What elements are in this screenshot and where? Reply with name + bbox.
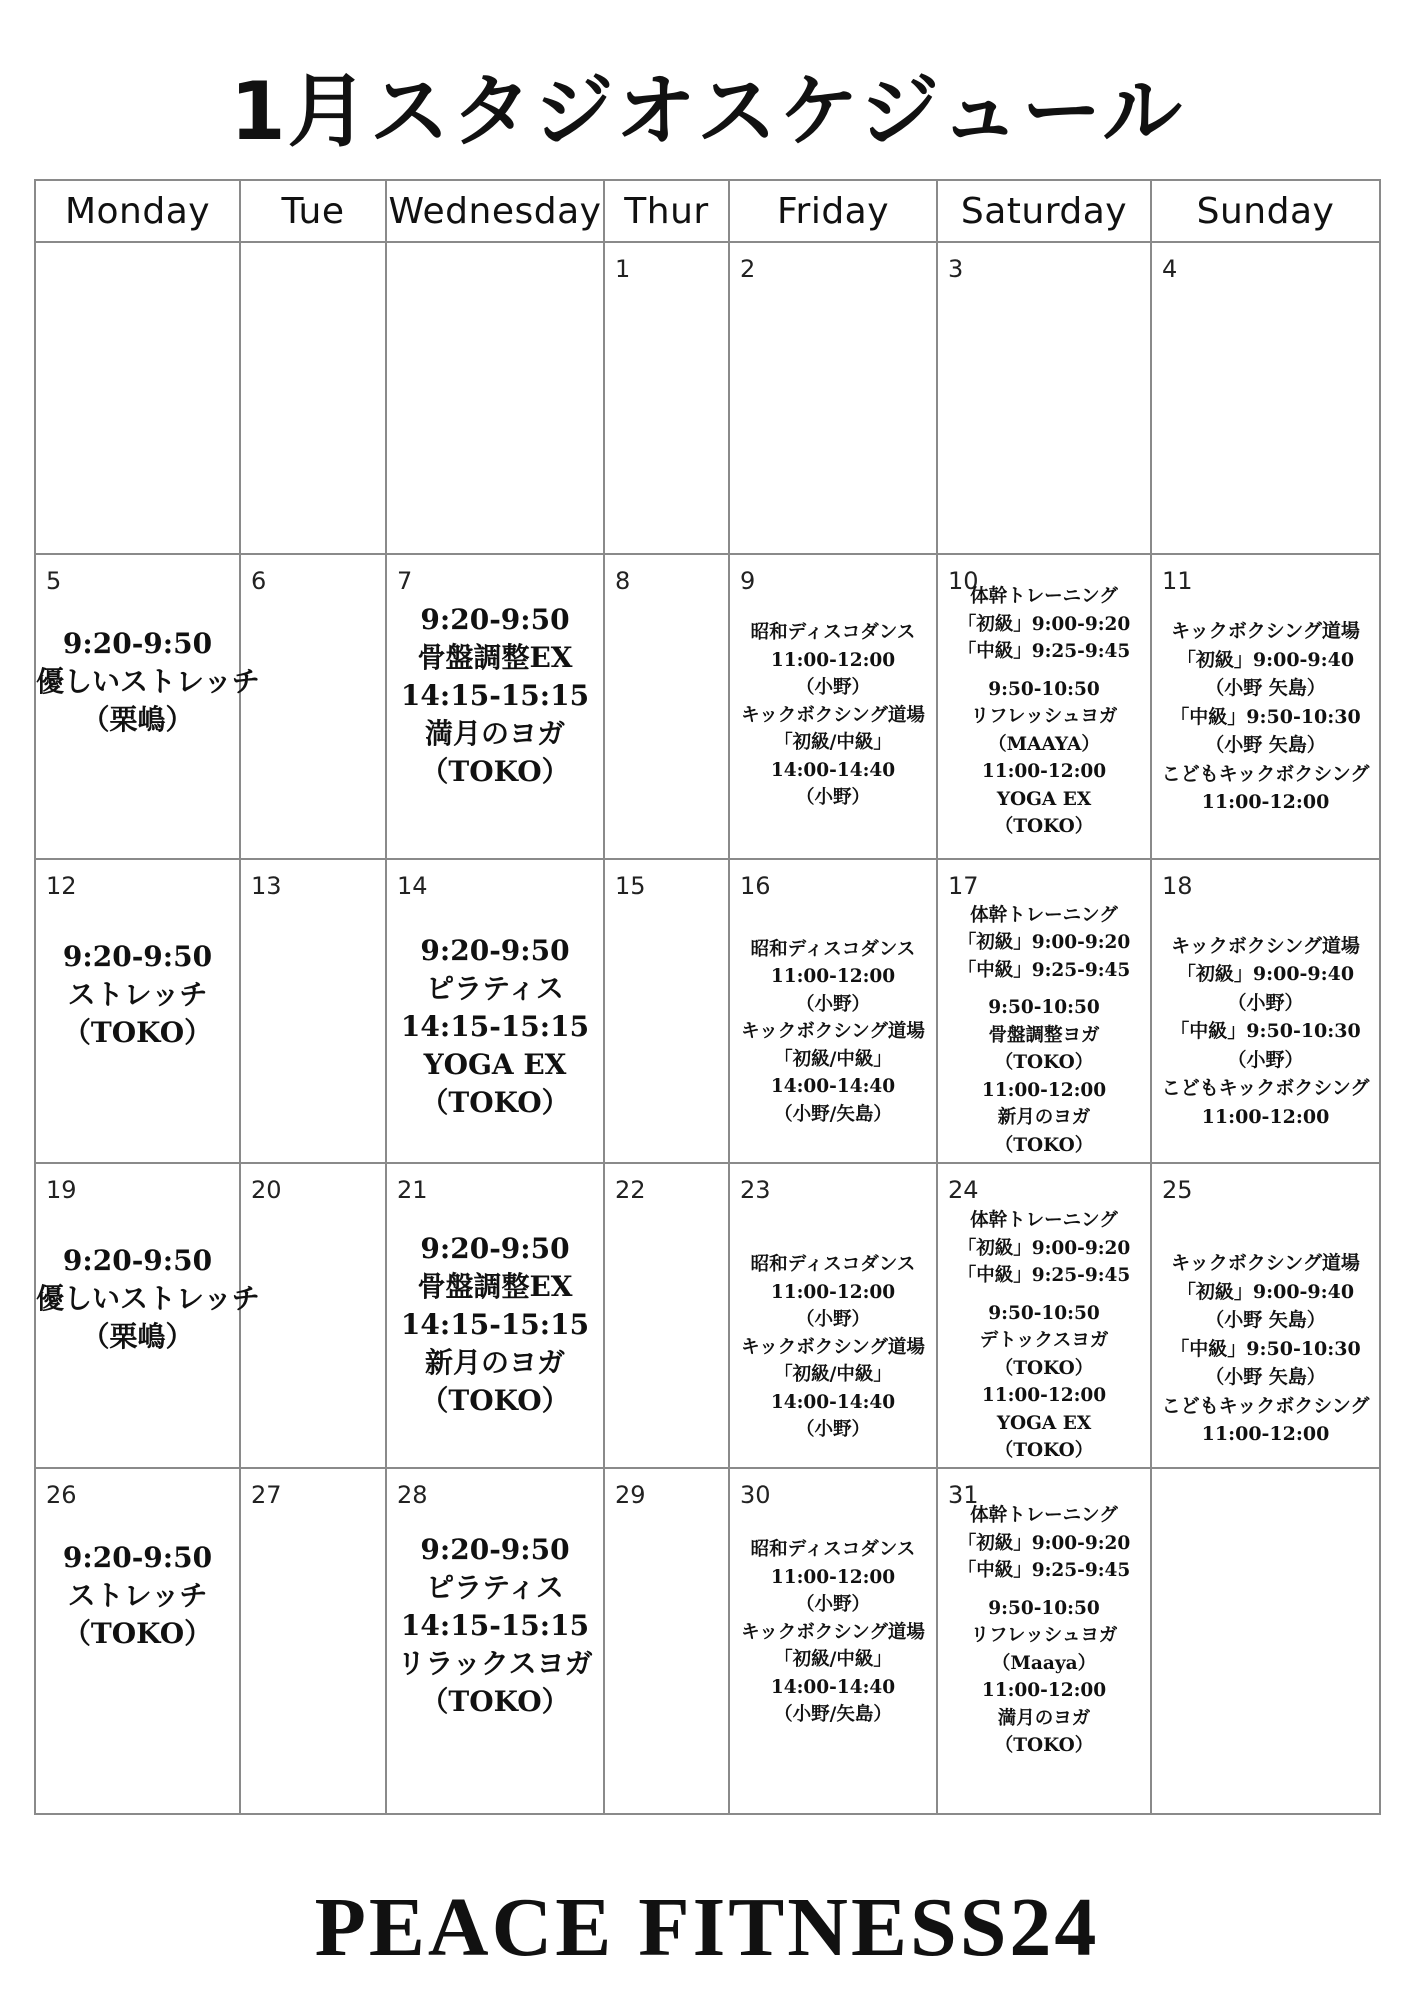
day-cell [35, 242, 240, 554]
class-line: 11:00-12:00 [981, 1079, 1107, 1101]
class-line: 11:00-12:00 [981, 1680, 1107, 1702]
day-number: 20 [251, 1176, 282, 1205]
class-schedule [36, 625, 260, 739]
gym-name-footer: PEACE FITNESS24 [314, 1881, 1100, 1974]
class-line: （TOKO） [994, 1440, 1094, 1462]
class-line: （小野） [795, 787, 870, 809]
class-schedule [387, 932, 603, 1122]
day-number: 21 [397, 1176, 428, 1205]
day-number: 4 [1162, 255, 1178, 283]
class-line: YOGA EX [996, 788, 1092, 810]
class-line: 「初級」9:00-9:20 [957, 613, 1131, 635]
day-cell [729, 554, 937, 859]
day-cell [240, 554, 386, 859]
class-line: （栗嶋） [81, 703, 194, 737]
class-line: 満月のヨガ [424, 717, 565, 751]
class-line: こどもキックボクシング [1161, 1077, 1370, 1100]
weekday-header: Sunday [1151, 180, 1380, 242]
class-line: 9:50-10:50 [988, 678, 1100, 700]
day-cell [386, 1468, 604, 1814]
day-number: 23 [740, 1176, 771, 1205]
class-line: 14:15-15:15 [400, 1609, 590, 1643]
class-line: （小野） [1227, 991, 1304, 1014]
day-cell [937, 242, 1151, 554]
day-number: 30 [740, 1481, 771, 1510]
day-cell [386, 242, 604, 554]
day-number: 7 [397, 567, 413, 596]
day-number: 8 [615, 567, 631, 596]
class-line: （MAAYA） [988, 733, 1100, 755]
day-cell [1151, 242, 1380, 554]
page-title: 1月スタジオスケジュール [229, 65, 1185, 158]
class-line: こどもキックボクシング [1161, 762, 1370, 785]
day-number: 12 [46, 871, 77, 900]
day-cell [604, 554, 729, 859]
day-cell [937, 859, 1151, 1164]
class-line: 11:00-12:00 [981, 761, 1107, 783]
class-schedule [730, 1536, 936, 1729]
week-row [35, 242, 1380, 554]
class-schedule [938, 1502, 1150, 1760]
day-cell [729, 1468, 937, 1814]
class-line: 体幹トレーニング [970, 1505, 1118, 1527]
class-line: 体幹トレーニング [970, 1210, 1118, 1232]
day-number: 15 [615, 871, 646, 900]
class-line: ストレッチ [67, 1579, 208, 1613]
class-line: （小野 矢島） [1205, 677, 1326, 700]
week-row [35, 1163, 1380, 1468]
day-number: 3 [948, 255, 964, 283]
class-line: 優しいストレッチ [36, 665, 260, 699]
class-line: （小野/矢島） [774, 1103, 892, 1125]
class-line: （小野） [795, 677, 870, 699]
spacer [938, 1290, 1150, 1300]
day-number: 6 [251, 567, 267, 596]
class-line: キックボクシング道場 [1171, 620, 1360, 643]
class-line: 「初級/中級」 [774, 732, 892, 754]
class-schedule [387, 1531, 603, 1721]
class-line: リフレッシュヨガ [970, 706, 1118, 728]
class-line: （TOKO） [994, 1735, 1094, 1757]
class-line: 14:00-14:40 [770, 1076, 896, 1098]
day-cell [35, 554, 260, 859]
day-cell [937, 554, 1151, 859]
class-line: 9:20-9:50 [62, 627, 213, 661]
class-line: ピラティス [426, 971, 564, 1005]
class-line: （TOKO） [994, 1052, 1094, 1074]
class-line: （小野） [795, 993, 870, 1015]
class-line: 昭和ディスコダンス [750, 622, 916, 644]
day-number: 18 [1162, 871, 1193, 900]
weekday-header-row [35, 180, 1380, 242]
class-schedule [938, 583, 1150, 841]
weekday-header: Wednesday [386, 180, 604, 242]
spacer [938, 666, 1150, 676]
class-line: 骨盤調整EX [417, 1270, 573, 1304]
day-number: 27 [251, 1481, 282, 1510]
class-line: （TOKO） [994, 1134, 1094, 1156]
class-line: （小野 矢島） [1205, 1309, 1326, 1332]
class-line: 11:00-12:00 [770, 1281, 896, 1303]
day-cell [240, 859, 386, 1164]
class-line: 「初級」9:00-9:40 [1176, 963, 1355, 986]
class-line: キックボクシング道場 [741, 1021, 925, 1043]
class-line: 新月のヨガ [997, 1107, 1091, 1129]
day-number: 14 [397, 871, 428, 900]
class-line: 11:00-12:00 [981, 1385, 1107, 1407]
weekday-header: Thur [604, 180, 729, 242]
day-cell [240, 242, 386, 554]
class-line: YOGA EX [996, 1412, 1092, 1434]
class-line: ストレッチ [67, 977, 208, 1011]
day-number: 19 [46, 1176, 77, 1205]
class-schedule [938, 1207, 1150, 1465]
day-number: 17 [948, 871, 979, 900]
class-line: 14:00-14:40 [770, 1391, 896, 1413]
class-line: 9:20-9:50 [420, 933, 570, 967]
class-line: （TOKO） [420, 1085, 570, 1119]
weekday-header: Tue [240, 180, 386, 242]
class-line: （小野 矢島） [1205, 734, 1326, 757]
day-cell [937, 1163, 1151, 1468]
day-cell [35, 859, 240, 1164]
day-cell [386, 859, 604, 1164]
day-cell [604, 1163, 729, 1468]
class-line: 満月のヨガ [997, 1707, 1091, 1729]
week-row [35, 1468, 1380, 1814]
day-number: 16 [740, 871, 771, 900]
day-number: 1 [615, 255, 631, 283]
class-line: 9:20-9:50 [62, 939, 213, 973]
class-line: デトックスヨガ [979, 1330, 1109, 1352]
class-line: 「中級」9:50-10:30 [1170, 1337, 1361, 1360]
class-line: 「初級」9:00-9:20 [957, 932, 1131, 954]
class-line: キックボクシング道場 [741, 1336, 925, 1358]
class-line: 11:00-12:00 [770, 649, 896, 671]
class-line: 「中級」9:25-9:45 [957, 1560, 1131, 1582]
day-cell [604, 1468, 729, 1814]
class-line: 昭和ディスコダンス [750, 1254, 916, 1276]
class-schedule [938, 902, 1150, 1160]
weekday-header: Friday [729, 180, 937, 242]
class-line: （小野 矢島） [1205, 1366, 1326, 1389]
class-line: 体幹トレーニング [970, 904, 1118, 926]
class-line: YOGA EX [423, 1047, 567, 1081]
day-number: 22 [615, 1176, 646, 1205]
day-number: 11 [1162, 567, 1193, 596]
day-number: 26 [46, 1481, 77, 1510]
day-cell [240, 1468, 386, 1814]
class-line: 9:50-10:50 [988, 1302, 1100, 1324]
class-line: 「中級」9:50-10:30 [1170, 1020, 1361, 1043]
day-cell [604, 242, 729, 554]
class-line: キックボクシング道場 [1171, 934, 1360, 957]
class-line: 「初級」9:00-9:40 [1176, 1280, 1355, 1303]
week-row [35, 859, 1380, 1164]
class-line: キックボクシング道場 [741, 1621, 925, 1643]
class-line: キックボクシング道場 [1171, 1252, 1360, 1275]
class-line: 11:00-12:00 [770, 966, 896, 988]
class-line: 「中級」9:50-10:30 [1170, 705, 1361, 728]
class-line: （TOKO） [62, 1617, 213, 1651]
class-line: 9:20-9:50 [420, 1232, 570, 1266]
class-schedule [36, 938, 239, 1052]
day-cell [729, 242, 937, 554]
class-schedule [1152, 932, 1379, 1132]
class-line: 9:50-10:50 [988, 997, 1100, 1019]
day-cell [35, 1468, 240, 1814]
day-number: 13 [251, 871, 282, 900]
class-line: 11:00-12:00 [1201, 1423, 1330, 1446]
class-line: 骨盤調整EX [417, 641, 573, 675]
class-schedule [730, 1251, 936, 1444]
class-line: （TOKO） [62, 1015, 213, 1049]
day-number: 29 [615, 1481, 646, 1510]
weekday-header: Monday [35, 180, 240, 242]
class-line: 「初級」9:00-9:20 [957, 1532, 1131, 1554]
class-line: （小野） [795, 1419, 870, 1441]
class-line: 昭和ディスコダンス [750, 1539, 916, 1561]
class-line: 優しいストレッチ [36, 1282, 260, 1316]
class-line: （小野） [1227, 1048, 1304, 1071]
class-line: 体幹トレーニング [970, 586, 1118, 608]
class-line: 11:00-12:00 [1201, 791, 1330, 814]
day-cell [729, 1163, 937, 1468]
day-number: 2 [740, 255, 756, 283]
day-number: 9 [740, 567, 756, 596]
class-line: ピラティス [426, 1571, 564, 1605]
day-number: 28 [397, 1481, 428, 1510]
day-cell [386, 1163, 604, 1468]
class-schedule [36, 1539, 239, 1653]
day-cell [729, 859, 937, 1164]
weekday-header: Saturday [937, 180, 1151, 242]
class-line: （小野/矢島） [774, 1704, 892, 1726]
class-line: リフレッシュヨガ [970, 1625, 1118, 1647]
class-line: 9:20-9:50 [420, 603, 570, 637]
spacer [938, 1585, 1150, 1595]
schedule-calendar [34, 179, 1381, 1815]
class-line: 「初級/中級」 [774, 1649, 892, 1671]
class-line: こどもキックボクシング [1161, 1394, 1370, 1417]
class-line: （小野） [795, 1594, 870, 1616]
day-cell [386, 554, 604, 859]
class-line: 「初級/中級」 [774, 1048, 892, 1070]
day-number: 25 [1162, 1176, 1193, 1205]
class-line: 新月のヨガ [424, 1346, 565, 1380]
class-line: 「初級」9:00-9:40 [1176, 648, 1355, 671]
class-line: 「中級」9:25-9:45 [957, 641, 1131, 663]
class-line: （TOKO） [420, 1685, 570, 1719]
day-cell [1151, 554, 1380, 859]
class-line: 「中級」9:25-9:45 [957, 1265, 1131, 1287]
spacer [938, 984, 1150, 994]
class-line: 11:00-12:00 [1201, 1105, 1330, 1128]
class-line: 「初級」9:00-9:20 [957, 1237, 1131, 1259]
class-line: 9:20-9:50 [62, 1541, 213, 1575]
class-line: （TOKO） [420, 1384, 570, 1418]
day-cell [35, 1163, 260, 1468]
class-line: 「初級/中級」 [774, 1364, 892, 1386]
day-cell [937, 1468, 1151, 1814]
class-line: （TOKO） [994, 816, 1094, 838]
day-number: 10 [948, 567, 979, 596]
class-line: 9:50-10:50 [988, 1597, 1100, 1619]
day-cell [240, 1163, 386, 1468]
class-line: キックボクシング道場 [741, 704, 925, 726]
day-cell [1151, 1468, 1380, 1814]
day-number: 24 [948, 1176, 979, 1205]
day-number: 31 [948, 1481, 979, 1510]
class-line: 14:15-15:15 [400, 1009, 590, 1043]
class-line: （TOKO） [420, 755, 570, 789]
class-line: （小野） [795, 1309, 870, 1331]
class-line: 14:15-15:15 [400, 679, 590, 713]
class-line: 9:20-9:50 [62, 1244, 213, 1278]
class-line: （栗嶋） [81, 1320, 194, 1354]
class-line: 14:15-15:15 [400, 1308, 590, 1342]
class-line: 9:20-9:50 [420, 1533, 570, 1567]
class-line: 「中級」9:25-9:45 [957, 959, 1131, 981]
class-line: 11:00-12:00 [770, 1566, 896, 1588]
class-line: （TOKO） [994, 1357, 1094, 1379]
day-cell [604, 859, 729, 1164]
class-line: 昭和ディスコダンス [750, 938, 916, 960]
class-schedule [1152, 617, 1379, 817]
class-line: リラックスヨガ [397, 1647, 593, 1681]
class-schedule [730, 936, 936, 1129]
class-schedule [36, 1242, 260, 1356]
class-schedule [387, 601, 603, 791]
class-line: （Maaya） [991, 1652, 1097, 1674]
class-schedule [730, 619, 936, 812]
class-schedule [387, 1230, 603, 1420]
class-schedule [1152, 1249, 1379, 1449]
class-line: 14:00-14:40 [770, 1676, 896, 1698]
day-number: 5 [46, 567, 62, 596]
class-line: 骨盤調整ヨガ [988, 1024, 1100, 1046]
class-line: 14:00-14:40 [770, 759, 896, 781]
day-cell [1151, 1163, 1380, 1468]
day-cell [1151, 859, 1380, 1164]
week-row [35, 554, 1380, 859]
